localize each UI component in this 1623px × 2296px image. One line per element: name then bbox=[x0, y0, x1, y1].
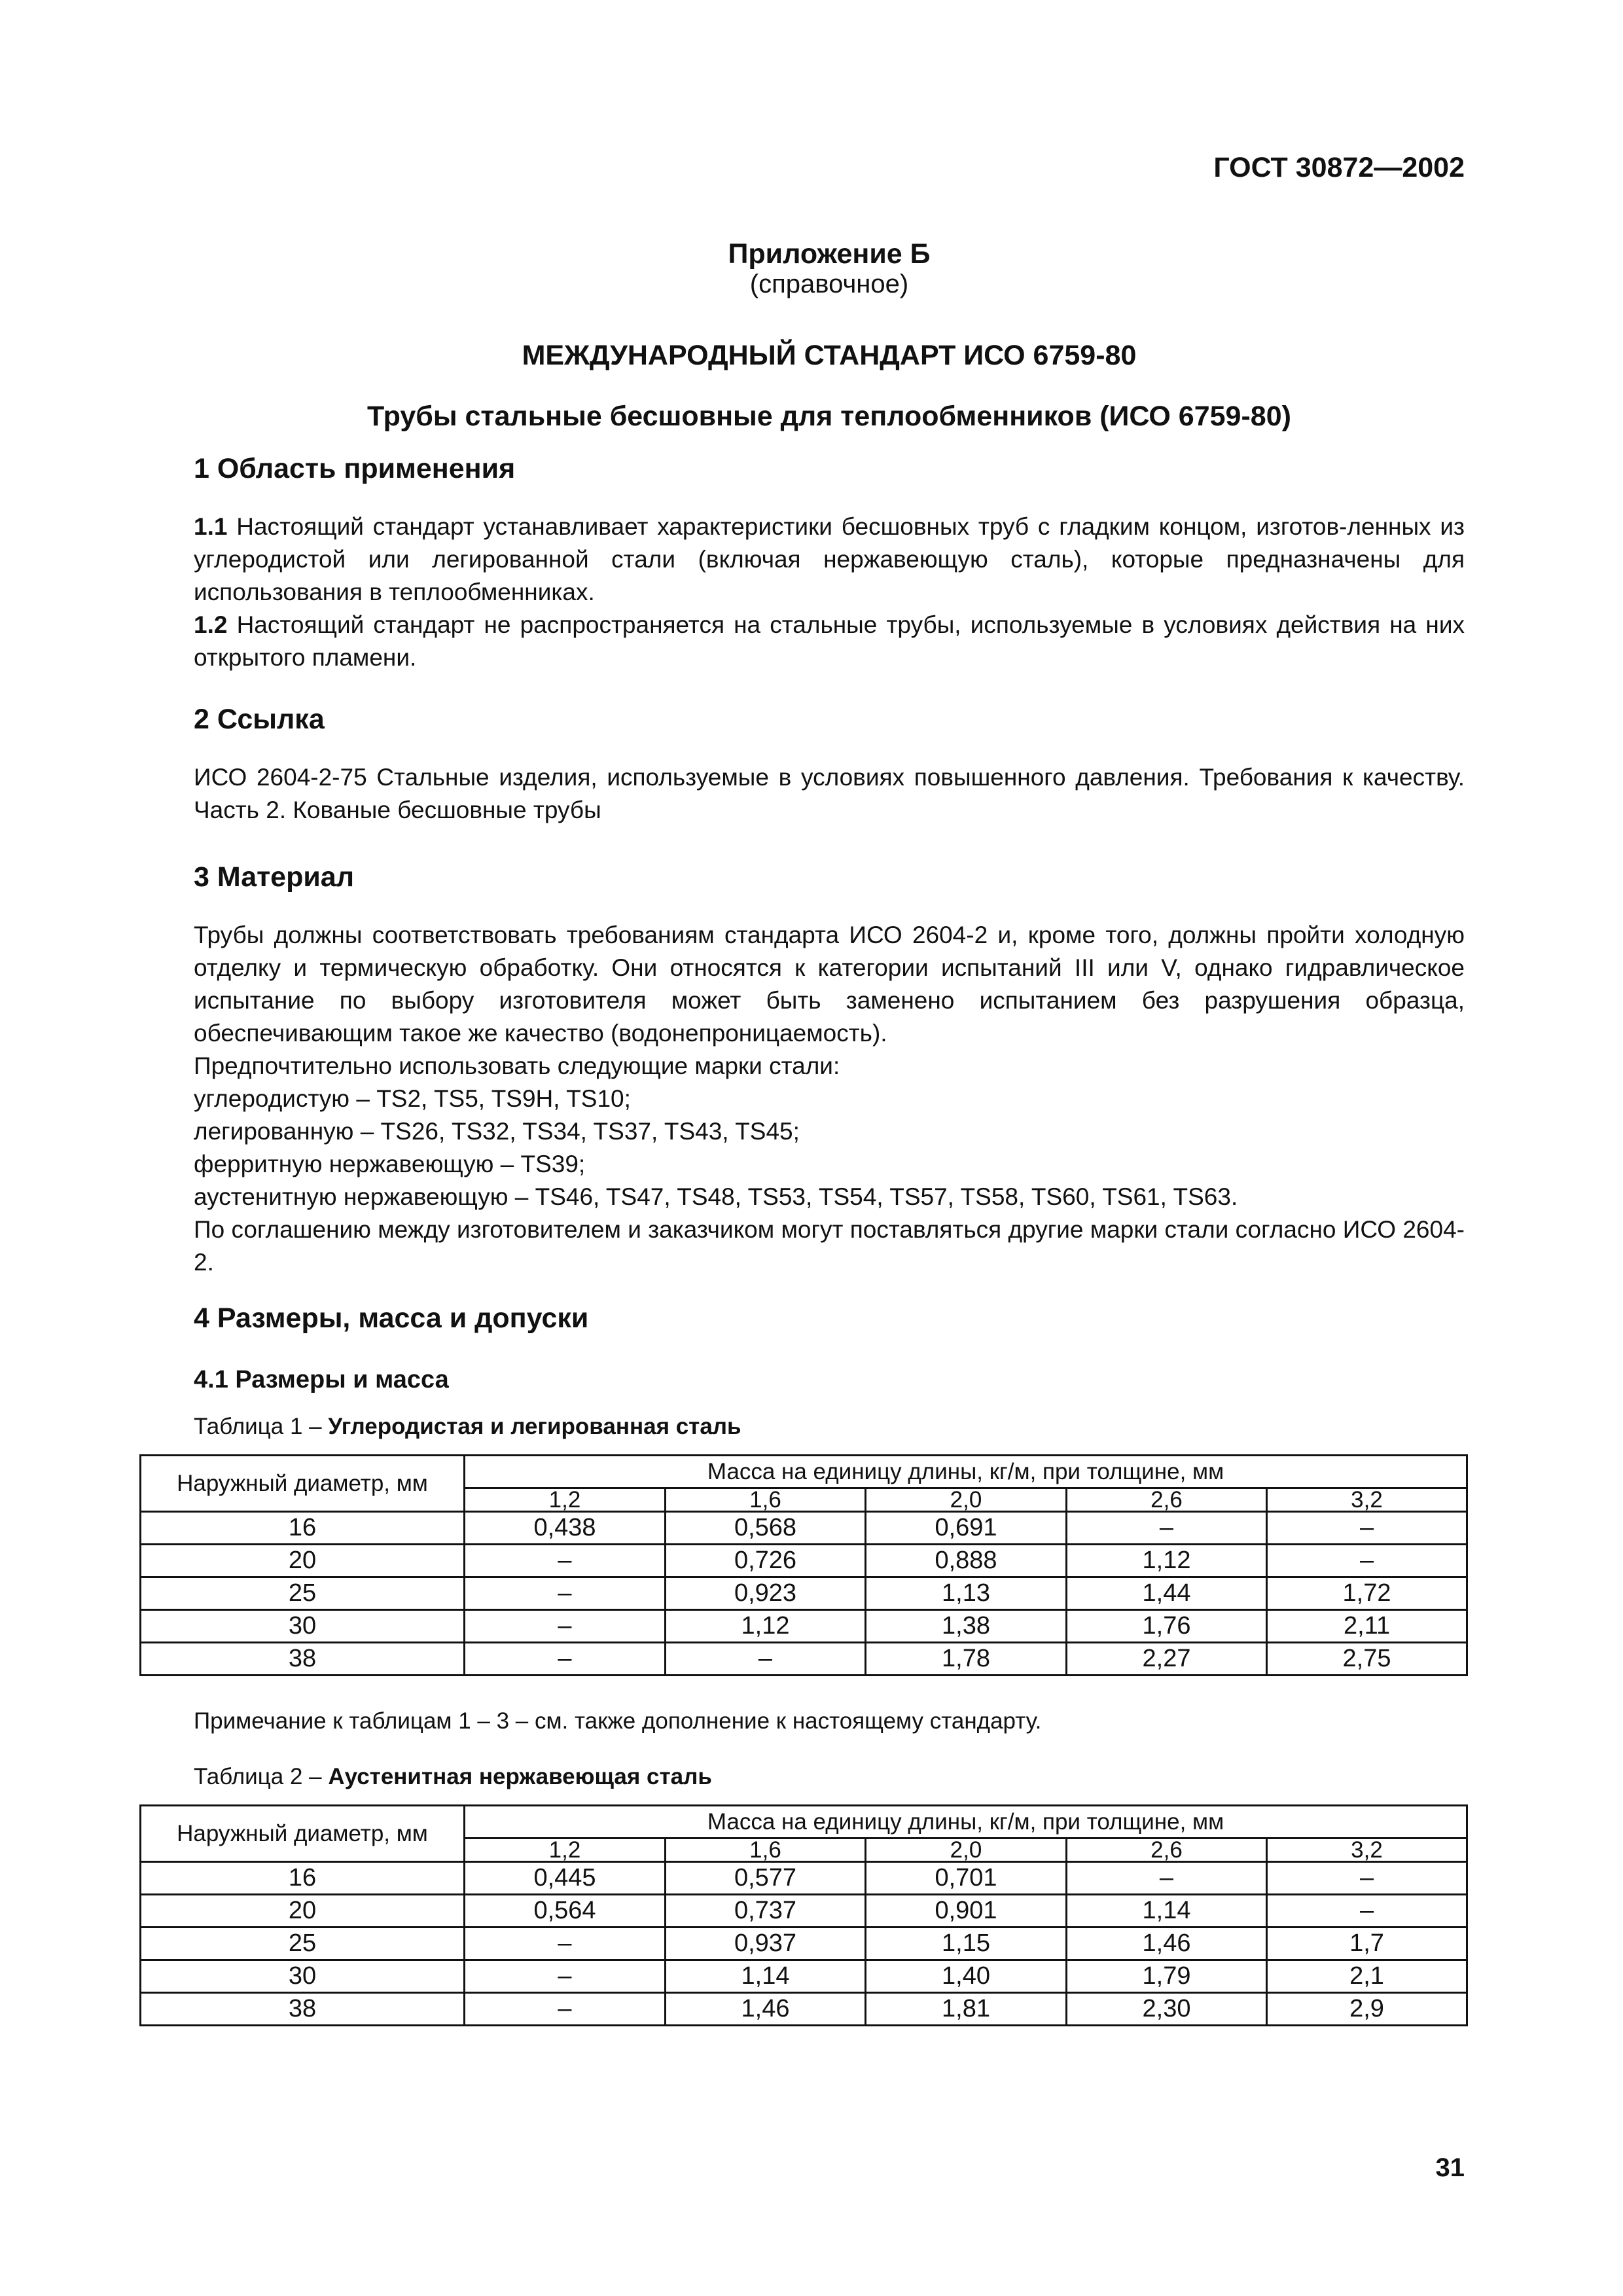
section-3-heading: 3 Материал bbox=[194, 861, 355, 893]
table-1-caption: Таблица 1 – Углеродистая и легированная сталь bbox=[194, 1414, 741, 1439]
table-2 bbox=[139, 1804, 1468, 2026]
tables-note: Примечание к таблицам 1 – 3 – см. также дополнение к настоящему стандарту. bbox=[194, 1708, 1042, 1734]
table-cell: 1,12 bbox=[1067, 1545, 1267, 1577]
table-cell: – bbox=[666, 1643, 866, 1676]
standard-title: МЕЖДУНАРОДНЫЙ СТАНДАРТ ИСО 6759-80 bbox=[522, 340, 1137, 371]
standard-subtitle: Трубы стальные бесшовные для теплообменников (ИСО 6759-80) bbox=[367, 401, 1291, 432]
table-cell: 25 bbox=[141, 1928, 465, 1960]
table-cell: – bbox=[465, 1545, 666, 1577]
table-cell: 1,81 bbox=[866, 1993, 1067, 2026]
table-cell: 1,40 bbox=[866, 1960, 1067, 1993]
steel-grades-intro: Предпочтительно использовать следующие марки стали: bbox=[194, 1052, 840, 1079]
table-cell: – bbox=[1067, 1862, 1267, 1895]
table-cell: 0,577 bbox=[666, 1862, 866, 1895]
table-cell: 1,46 bbox=[666, 1993, 866, 2026]
table-cell: 38 bbox=[141, 1643, 465, 1676]
table-2-thickness: 2,0 bbox=[866, 1839, 1067, 1862]
table-cell: 30 bbox=[141, 1610, 465, 1643]
table-cell: 0,937 bbox=[666, 1928, 866, 1960]
section-3-para-2: По соглашению между изготовителем и заказчиком могут поставляться другие марки стали согласно ИСО 2604-2. bbox=[194, 1216, 1465, 1276]
table-2-thickness: 2,6 bbox=[1067, 1839, 1267, 1862]
table-cell: 0,737 bbox=[666, 1895, 866, 1928]
table-cell: 1,44 bbox=[1067, 1577, 1267, 1610]
table-cell: 1,76 bbox=[1067, 1610, 1267, 1643]
section-2-heading: 2 Ссылка bbox=[194, 704, 325, 735]
table-cell: 0,901 bbox=[866, 1895, 1067, 1928]
table-1-thickness: 1,6 bbox=[666, 1488, 866, 1512]
section-1-heading: 1 Область применения bbox=[194, 453, 516, 484]
table-row bbox=[141, 1960, 1467, 1993]
section-1-body bbox=[194, 511, 1465, 674]
table-cell: 38 bbox=[141, 1993, 465, 2026]
table-cell: – bbox=[465, 1610, 666, 1643]
table-cell: 2,11 bbox=[1267, 1610, 1467, 1643]
table-2-thickness: 1,6 bbox=[666, 1839, 866, 1862]
table-row bbox=[141, 1862, 1467, 1895]
para-1-2-text: Настоящий стандарт не распространяется на стальные трубы, используемые в условиях действия на них открытого пламени. bbox=[194, 611, 1465, 671]
table-cell: 1,15 bbox=[866, 1928, 1067, 1960]
table-1-header-mass: Масса на единицу длины, кг/м, при толщине, мм bbox=[465, 1456, 1467, 1488]
table-cell: 0,568 bbox=[666, 1512, 866, 1545]
table-1-thickness: 2,6 bbox=[1067, 1488, 1267, 1512]
section-2-body: ИСО 2604-2-75 Стальные изделия, используемые в условиях повышенного давления. Требования к качеству. Часть 2. Кованые бесшовные трубы bbox=[194, 764, 1465, 823]
table-cell: 1,7 bbox=[1267, 1928, 1467, 1960]
table-cell: – bbox=[465, 1643, 666, 1676]
table-1-thickness: 1,2 bbox=[465, 1488, 666, 1512]
table-cell: 2,30 bbox=[1067, 1993, 1267, 2026]
table-cell: 25 bbox=[141, 1577, 465, 1610]
table-row bbox=[141, 1610, 1467, 1643]
section-4-heading: 4 Размеры, масса и допуски bbox=[194, 1302, 589, 1334]
table-row bbox=[141, 1928, 1467, 1960]
steel-grades-carbon: углеродистую – TS2, TS5, TS9H, TS10; bbox=[194, 1085, 631, 1112]
table-cell: – bbox=[465, 1993, 666, 2026]
table-1 bbox=[139, 1454, 1468, 1676]
para-1-1-number: 1.1 bbox=[194, 513, 228, 540]
table-1-header-diameter: Наружный диаметр, мм bbox=[141, 1456, 465, 1512]
table-cell: – bbox=[1067, 1512, 1267, 1545]
table-cell: 30 bbox=[141, 1960, 465, 1993]
page-number: 31 bbox=[1435, 2153, 1465, 2182]
table-cell: 0,888 bbox=[866, 1545, 1067, 1577]
table-cell: – bbox=[1267, 1512, 1467, 1545]
table-cell: 1,78 bbox=[866, 1643, 1067, 1676]
table-row bbox=[141, 1643, 1467, 1676]
table-row bbox=[141, 1545, 1467, 1577]
table-cell: 1,46 bbox=[1067, 1928, 1267, 1960]
table-cell: 16 bbox=[141, 1862, 465, 1895]
table-cell: 1,14 bbox=[1067, 1895, 1267, 1928]
table-cell: 1,79 bbox=[1067, 1960, 1267, 1993]
appendix-title: Приложение Б bbox=[728, 238, 931, 270]
table-2-caption: Таблица 2 – Аустенитная нержавеющая сталь bbox=[194, 1764, 712, 1789]
table-cell: 0,564 bbox=[465, 1895, 666, 1928]
table-row bbox=[141, 1993, 1467, 2026]
table-cell: – bbox=[465, 1577, 666, 1610]
table-cell: 0,445 bbox=[465, 1862, 666, 1895]
table-cell: 0,923 bbox=[666, 1577, 866, 1610]
table-cell: 1,14 bbox=[666, 1960, 866, 1993]
appendix-subtitle: (справочное) bbox=[749, 270, 909, 298]
table-cell: 1,72 bbox=[1267, 1577, 1467, 1610]
table-cell: 2,75 bbox=[1267, 1643, 1467, 1676]
table-2-header-mass: Масса на единицу длины, кг/м, при толщине, мм bbox=[465, 1806, 1467, 1839]
table-cell: 0,701 bbox=[866, 1862, 1067, 1895]
table-1-thickness: 3,2 bbox=[1267, 1488, 1467, 1512]
table-cell: 1,38 bbox=[866, 1610, 1067, 1643]
table-cell: 1,12 bbox=[666, 1610, 866, 1643]
table-cell: 2,27 bbox=[1067, 1643, 1267, 1676]
table-cell: 2,1 bbox=[1267, 1960, 1467, 1993]
table-2-header-diameter: Наружный диаметр, мм bbox=[141, 1806, 465, 1862]
table-2-thickness: 3,2 bbox=[1267, 1839, 1467, 1862]
section-4-1-heading: 4.1 Размеры и масса bbox=[194, 1366, 449, 1393]
table-cell: 20 bbox=[141, 1545, 465, 1577]
table-cell: 16 bbox=[141, 1512, 465, 1545]
table-row bbox=[141, 1512, 1467, 1545]
table-cell: – bbox=[1267, 1895, 1467, 1928]
table-2-thickness: 1,2 bbox=[465, 1839, 666, 1862]
table-cell: 0,726 bbox=[666, 1545, 866, 1577]
table-cell: 0,691 bbox=[866, 1512, 1067, 1545]
table-row bbox=[141, 1895, 1467, 1928]
table-cell: – bbox=[465, 1928, 666, 1960]
document-id-header: ГОСТ 30872—2002 bbox=[1213, 152, 1465, 183]
table-cell: – bbox=[1267, 1545, 1467, 1577]
table-cell: 20 bbox=[141, 1895, 465, 1928]
para-1-2-number: 1.2 bbox=[194, 611, 228, 638]
section-3-para-1: Трубы должны соответствовать требованиям стандарта ИСО 2604-2 и, кроме того, должны пройти холодную отделку и термическую обработку. Они относятся к категории испытаний III или V, однако гидравлическое испытание по выбору изготовителя может быть заменено испытанием без разрушения образца, обеспечивающим такое же качество (водонепроницаемость). bbox=[194, 922, 1465, 1047]
table-1-thickness: 2,0 bbox=[866, 1488, 1067, 1512]
table-cell: 2,9 bbox=[1267, 1993, 1467, 2026]
table-row bbox=[141, 1577, 1467, 1610]
table-cell: – bbox=[465, 1960, 666, 1993]
steel-grades-austenitic: аустенитную нержавеющую – TS46, TS47, TS48, TS53, TS54, TS57, TS58, TS60, TS61, TS63. bbox=[194, 1183, 1238, 1210]
steel-grades-ferritic: ферритную нержавеющую – TS39; bbox=[194, 1151, 586, 1177]
steel-grades-alloy: легированную – TS26, TS32, TS34, TS37, TS43, TS45; bbox=[194, 1118, 800, 1145]
section-3-body bbox=[194, 919, 1465, 1279]
table-cell: – bbox=[1267, 1862, 1467, 1895]
para-1-1-text: Настоящий стандарт устанавливает характеристики бесшовных труб с гладким концом, изготов-ленных из углеродистой или легированной стали (включая нержавеющую сталь), которые предназначены для использования в теплообменниках. bbox=[194, 513, 1465, 605]
table-cell: 0,438 bbox=[465, 1512, 666, 1545]
table-cell: 1,13 bbox=[866, 1577, 1067, 1610]
